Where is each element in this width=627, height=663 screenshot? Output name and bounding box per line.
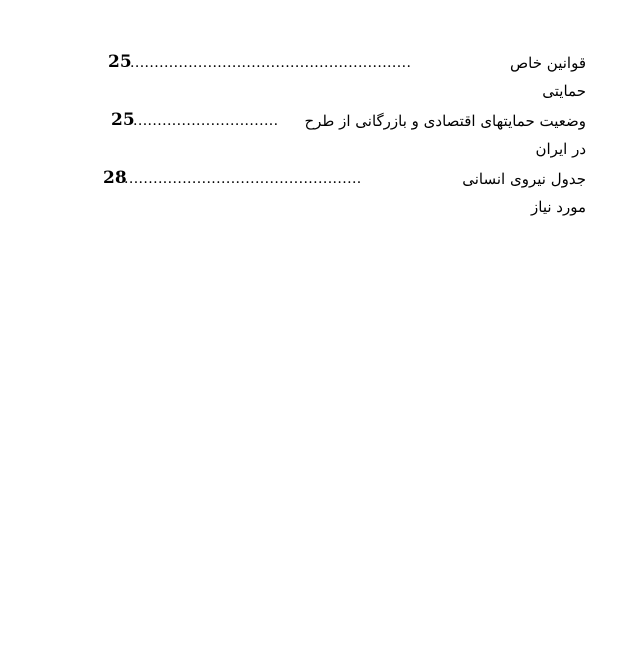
toc-entry xyxy=(100,166,586,224)
toc-entry-line xyxy=(100,50,586,76)
table-of-contents xyxy=(100,50,586,224)
toc-page-number: 25 xyxy=(111,110,135,130)
toc-leader-dots: .............................. xyxy=(133,113,279,129)
toc-entry-line xyxy=(100,166,586,192)
toc-page-number: 25 xyxy=(108,52,132,72)
toc-leader-dots: .......................................................... xyxy=(130,55,412,71)
toc-entry-title: وضعیت حمایتهای اقتصادی و بازرگانی از طرح xyxy=(304,112,586,130)
toc-entry xyxy=(100,50,586,108)
toc-entry-title: جدول نیروی انسانی xyxy=(462,170,586,188)
toc-leader-dots: ................................................. xyxy=(124,171,362,187)
toc-entry-title-continued: در ایران xyxy=(535,140,586,158)
toc-entry-title: قوانین خاص xyxy=(510,54,586,72)
toc-entry xyxy=(100,108,586,166)
toc-entry-title-continued: حمایتی xyxy=(542,82,586,100)
toc-entry-line xyxy=(100,108,586,134)
toc-page-number: 28 xyxy=(103,168,127,188)
toc-entry-title-continued: مورد نیاز xyxy=(531,198,586,216)
